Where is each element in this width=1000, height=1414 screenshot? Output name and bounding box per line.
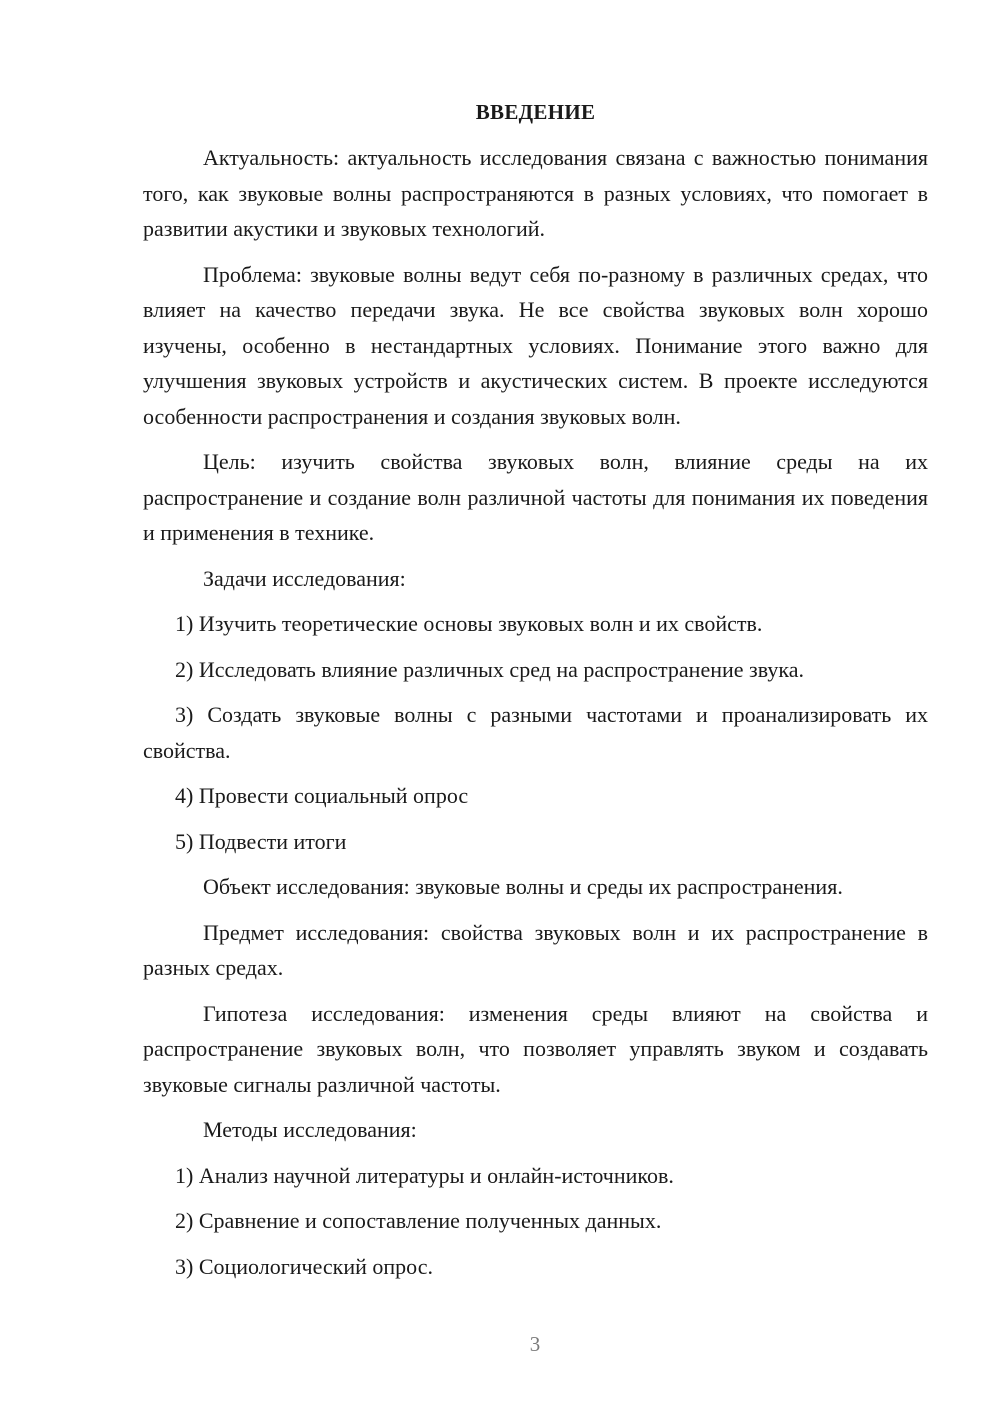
subject-paragraph: Предмет исследования: свойства звуковых волн и их распространение в разных средах. [143,919,928,980]
hypothesis-paragraph: Гипотеза исследования: изменения среды влияют на свойства и распространение звуковых волн, что позволяет управлять звуком и создавать звуковые сигналы различной частоты. [143,1000,928,1097]
methods-heading: Методы исследования: [203,1117,417,1142]
goal-paragraph: Цель: изучить свойства звуковых волн, влияние среды на их распространение и создание волн различной частоты для понимания их поведения и применения в технике. [143,449,928,545]
tasks-heading: Задачи исследования: [203,565,406,591]
task-item-5: 5) Подвести итоги [175,828,347,854]
relevance-paragraph: Актуальность: актуальность исследования связана с важностью понимания того, как звуковые волны распространяются в разных условиях, что помогает в развитии акустики и звуковых технологий. [143,145,928,241]
section-heading: ВВЕДЕНИЕ [475,100,596,124]
method-item-2: 2) Сравнение и сопоставление полученных данных. [175,1208,662,1233]
task-item-4: 4) Провести социальный опрос [175,783,469,808]
page-number: 3 [529,1332,541,1356]
method-item-1: 1) Анализ научной литературы и онлайн-источников. [175,1162,674,1188]
method-item-3: 3) Социологический опрос. [175,1253,433,1279]
object-paragraph: Объект исследования: звуковые волны и среды их распространения. [203,874,843,899]
problem-paragraph: Проблема: звуковые волны ведут себя по-разному в различных средах, что влияет на качество передачи звука. Не все свойства звуковых волн хорошо изучены, особенно в нестандартных условиях. Понимание этого важно для улучшения звуковых устройств и акустических систем. В проекте исследуются особенности распространения и создания звуковых волн. [143,261,928,429]
task-item-1: 1) Изучить теоретические основы звуковых волн и их свойств. [175,611,763,636]
document-page [143,96,928,1294]
task-item-2: 2) Исследовать влияние различных сред на распространение звука. [175,656,804,682]
task-item-3: 3) Создать звуковые волны с разными частотами и проанализировать их свойства. [143,702,928,763]
